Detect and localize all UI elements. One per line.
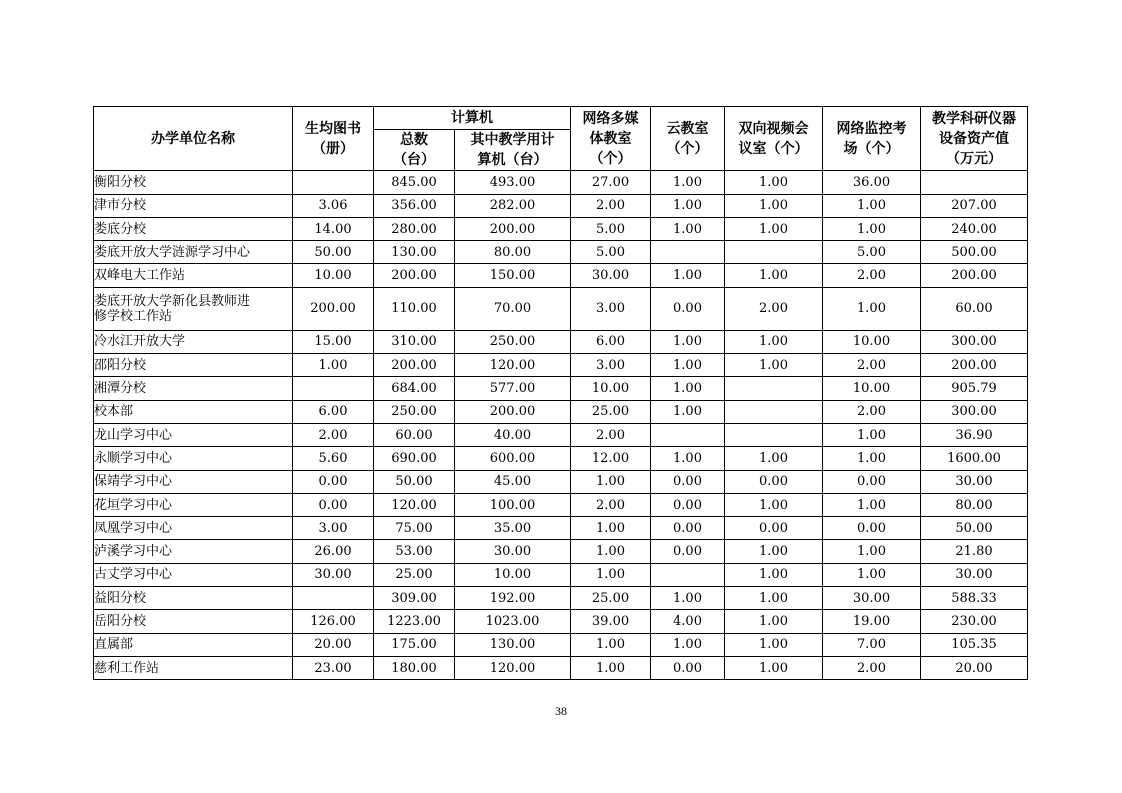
cell-teaching: 200.00 [455, 400, 571, 423]
cell-exam: 1.00 [823, 194, 921, 217]
cell-books: 20.00 [293, 633, 374, 656]
header-video: 双向视频会 议室（个） [725, 107, 823, 171]
header-name: 办学单位名称 [94, 107, 293, 171]
cell-exam: 5.00 [823, 241, 921, 264]
cell-exam: 10.00 [823, 377, 921, 400]
cell-name: 津市分校 [94, 194, 293, 217]
cell-name: 益阳分校 [94, 587, 293, 610]
cell-equipment: 240.00 [921, 217, 1028, 240]
cell-exam: 36.00 [823, 171, 921, 194]
header-exam: 网络监控考 场（个） [823, 107, 921, 171]
cell-multimedia: 1.00 [571, 656, 651, 679]
cell-equipment: 105.35 [921, 633, 1028, 656]
cell-exam: 7.00 [823, 633, 921, 656]
cell-books: 30.00 [293, 563, 374, 586]
cell-cloud [651, 423, 725, 446]
cell-equipment: 30.00 [921, 563, 1028, 586]
cell-total: 200.00 [374, 354, 455, 377]
cell-multimedia: 10.00 [571, 377, 651, 400]
cell-name: 岳阳分校 [94, 610, 293, 633]
header-computers-total: 总数 （台） [374, 130, 455, 171]
cell-total: 175.00 [374, 633, 455, 656]
cell-multimedia: 6.00 [571, 330, 651, 353]
cell-total: 50.00 [374, 470, 455, 493]
table-row [94, 264, 1028, 287]
cell-exam: 1.00 [823, 493, 921, 516]
cell-equipment: 50.00 [921, 517, 1028, 540]
cell-video [725, 241, 823, 264]
cell-cloud [651, 563, 725, 586]
cell-teaching: 10.00 [455, 563, 571, 586]
cell-cloud: 0.00 [651, 470, 725, 493]
cell-cloud: 1.00 [651, 171, 725, 194]
table-row [94, 540, 1028, 563]
cell-multimedia: 2.00 [571, 493, 651, 516]
cell-video: 1.00 [725, 587, 823, 610]
cell-video: 2.00 [725, 287, 823, 330]
header-computers: 计算机 [374, 107, 571, 130]
cell-equipment: 905.79 [921, 377, 1028, 400]
cell-exam: 1.00 [823, 563, 921, 586]
cell-books [293, 171, 374, 194]
cell-teaching: 80.00 [455, 241, 571, 264]
cell-name: 龙山学习中心 [94, 423, 293, 446]
cell-teaching: 120.00 [455, 656, 571, 679]
page-number: 38 [555, 704, 567, 718]
cell-cloud: 4.00 [651, 610, 725, 633]
cell-equipment: 20.00 [921, 656, 1028, 679]
cell-cloud [651, 241, 725, 264]
cell-name: 冷水江开放大学 [94, 330, 293, 353]
cell-equipment: 300.00 [921, 330, 1028, 353]
cell-multimedia: 30.00 [571, 264, 651, 287]
cell-video: 1.00 [725, 493, 823, 516]
table-row [94, 633, 1028, 656]
cell-cloud: 1.00 [651, 377, 725, 400]
cell-books [293, 377, 374, 400]
cell-cloud: 0.00 [651, 493, 725, 516]
cell-exam: 2.00 [823, 354, 921, 377]
cell-name: 直属部 [94, 633, 293, 656]
cell-equipment: 300.00 [921, 400, 1028, 423]
cell-books: 200.00 [293, 287, 374, 330]
cell-video [725, 400, 823, 423]
cell-equipment [921, 171, 1028, 194]
cell-cloud: 0.00 [651, 656, 725, 679]
cell-teaching: 1023.00 [455, 610, 571, 633]
cell-multimedia: 27.00 [571, 171, 651, 194]
cell-name: 永顺学习中心 [94, 447, 293, 470]
table-row [94, 354, 1028, 377]
cell-multimedia: 1.00 [571, 470, 651, 493]
cell-equipment: 60.00 [921, 287, 1028, 330]
table-row [94, 171, 1028, 194]
cell-exam: 19.00 [823, 610, 921, 633]
cell-video [725, 377, 823, 400]
cell-cloud: 0.00 [651, 517, 725, 540]
cell-exam: 2.00 [823, 264, 921, 287]
cell-teaching: 150.00 [455, 264, 571, 287]
table-row [94, 517, 1028, 540]
cell-name: 湘潭分校 [94, 377, 293, 400]
cell-video: 1.00 [725, 194, 823, 217]
cell-multimedia: 1.00 [571, 540, 651, 563]
cell-total: 75.00 [374, 517, 455, 540]
cell-name: 娄底开放大学新化县教师进 修学校工作站 [94, 287, 293, 330]
cell-teaching: 250.00 [455, 330, 571, 353]
cell-video: 1.00 [725, 264, 823, 287]
table-row [94, 656, 1028, 679]
cell-books: 3.06 [293, 194, 374, 217]
cell-teaching: 577.00 [455, 377, 571, 400]
cell-books: 2.00 [293, 423, 374, 446]
cell-teaching: 120.00 [455, 354, 571, 377]
cell-teaching: 200.00 [455, 217, 571, 240]
cell-total: 356.00 [374, 194, 455, 217]
cell-equipment: 36.90 [921, 423, 1028, 446]
cell-total: 110.00 [374, 287, 455, 330]
cell-exam: 1.00 [823, 540, 921, 563]
cell-cloud: 1.00 [651, 354, 725, 377]
cell-name: 保靖学习中心 [94, 470, 293, 493]
cell-equipment: 200.00 [921, 264, 1028, 287]
cell-cloud: 0.00 [651, 540, 725, 563]
cell-total: 684.00 [374, 377, 455, 400]
cell-multimedia: 12.00 [571, 447, 651, 470]
cell-exam: 2.00 [823, 656, 921, 679]
table-row [94, 194, 1028, 217]
cell-video: 0.00 [725, 470, 823, 493]
cell-exam: 1.00 [823, 447, 921, 470]
cell-books [293, 587, 374, 610]
cell-teaching: 30.00 [455, 540, 571, 563]
cell-exam: 0.00 [823, 470, 921, 493]
cell-exam: 1.00 [823, 217, 921, 240]
cell-total: 690.00 [374, 447, 455, 470]
cell-cloud: 1.00 [651, 400, 725, 423]
cell-name: 邵阳分校 [94, 354, 293, 377]
cell-total: 53.00 [374, 540, 455, 563]
cell-cloud: 1.00 [651, 447, 725, 470]
header-computers-teaching: 其中教学用计 算机（台） [455, 130, 571, 171]
cell-teaching: 45.00 [455, 470, 571, 493]
cell-teaching: 100.00 [455, 493, 571, 516]
cell-exam: 30.00 [823, 587, 921, 610]
cell-books: 126.00 [293, 610, 374, 633]
cell-name: 衡阳分校 [94, 171, 293, 194]
cell-total: 310.00 [374, 330, 455, 353]
cell-equipment: 80.00 [921, 493, 1028, 516]
cell-books: 0.00 [293, 470, 374, 493]
cell-multimedia: 5.00 [571, 217, 651, 240]
cell-books: 14.00 [293, 217, 374, 240]
cell-books: 3.00 [293, 517, 374, 540]
cell-equipment: 200.00 [921, 354, 1028, 377]
cell-teaching: 40.00 [455, 423, 571, 446]
cell-total: 130.00 [374, 241, 455, 264]
cell-total: 60.00 [374, 423, 455, 446]
cell-equipment: 207.00 [921, 194, 1028, 217]
cell-books: 15.00 [293, 330, 374, 353]
table-row [94, 423, 1028, 446]
cell-equipment: 30.00 [921, 470, 1028, 493]
cell-equipment: 588.33 [921, 587, 1028, 610]
cell-multimedia: 2.00 [571, 194, 651, 217]
cell-video: 1.00 [725, 610, 823, 633]
cell-name: 花垣学习中心 [94, 493, 293, 516]
cell-video: 1.00 [725, 563, 823, 586]
cell-cloud: 1.00 [651, 194, 725, 217]
cell-name: 娄底开放大学涟源学习中心 [94, 241, 293, 264]
cell-multimedia: 2.00 [571, 423, 651, 446]
table-row [94, 587, 1028, 610]
header-multimedia: 网络多媒 体教室 （个） [571, 107, 651, 171]
cell-exam: 0.00 [823, 517, 921, 540]
table-row [94, 493, 1028, 516]
cell-equipment: 500.00 [921, 241, 1028, 264]
cell-books: 26.00 [293, 540, 374, 563]
cell-exam: 10.00 [823, 330, 921, 353]
cell-cloud: 1.00 [651, 587, 725, 610]
table-row [94, 610, 1028, 633]
cell-total: 25.00 [374, 563, 455, 586]
cell-equipment: 1600.00 [921, 447, 1028, 470]
cell-total: 250.00 [374, 400, 455, 423]
cell-name: 古丈学习中心 [94, 563, 293, 586]
cell-total: 180.00 [374, 656, 455, 679]
cell-multimedia: 25.00 [571, 587, 651, 610]
cell-books: 0.00 [293, 493, 374, 516]
cell-total: 200.00 [374, 264, 455, 287]
cell-video: 1.00 [725, 656, 823, 679]
cell-teaching: 192.00 [455, 587, 571, 610]
header-books: 生均图书 （册） [293, 107, 374, 171]
cell-video: 0.00 [725, 517, 823, 540]
cell-equipment: 230.00 [921, 610, 1028, 633]
cell-books: 50.00 [293, 241, 374, 264]
table-row [94, 330, 1028, 353]
cell-name: 校本部 [94, 400, 293, 423]
cell-cloud: 1.00 [651, 264, 725, 287]
table-row [94, 470, 1028, 493]
cell-video: 1.00 [725, 171, 823, 194]
cell-video: 1.00 [725, 633, 823, 656]
table-row [94, 563, 1028, 586]
table-row [94, 400, 1028, 423]
cell-books: 10.00 [293, 264, 374, 287]
table-row [94, 241, 1028, 264]
cell-teaching: 70.00 [455, 287, 571, 330]
cell-multimedia: 39.00 [571, 610, 651, 633]
cell-video: 1.00 [725, 447, 823, 470]
cell-equipment: 21.80 [921, 540, 1028, 563]
cell-total: 120.00 [374, 493, 455, 516]
cell-video: 1.00 [725, 354, 823, 377]
cell-teaching: 35.00 [455, 517, 571, 540]
cell-name: 娄底分校 [94, 217, 293, 240]
resources-table [93, 106, 1028, 680]
cell-total: 845.00 [374, 171, 455, 194]
cell-video: 1.00 [725, 540, 823, 563]
cell-multimedia: 3.00 [571, 287, 651, 330]
cell-multimedia: 1.00 [571, 517, 651, 540]
cell-cloud: 0.00 [651, 287, 725, 330]
cell-multimedia: 1.00 [571, 633, 651, 656]
cell-books: 6.00 [293, 400, 374, 423]
cell-video: 1.00 [725, 217, 823, 240]
cell-cloud: 1.00 [651, 633, 725, 656]
table-body [94, 171, 1028, 680]
table-row [94, 377, 1028, 400]
cell-multimedia: 1.00 [571, 563, 651, 586]
cell-teaching: 282.00 [455, 194, 571, 217]
cell-teaching: 600.00 [455, 447, 571, 470]
cell-video: 1.00 [725, 330, 823, 353]
cell-teaching: 493.00 [455, 171, 571, 194]
table-row [94, 447, 1028, 470]
cell-total: 1223.00 [374, 610, 455, 633]
cell-books: 1.00 [293, 354, 374, 377]
cell-cloud: 1.00 [651, 217, 725, 240]
table-row [94, 287, 1028, 330]
cell-video [725, 423, 823, 446]
cell-total: 309.00 [374, 587, 455, 610]
cell-cloud: 1.00 [651, 330, 725, 353]
cell-total: 280.00 [374, 217, 455, 240]
cell-books: 5.60 [293, 447, 374, 470]
header-equipment: 教学科研仪器 设备资产值 （万元） [921, 107, 1028, 171]
cell-exam: 2.00 [823, 400, 921, 423]
cell-exam: 1.00 [823, 287, 921, 330]
cell-multimedia: 25.00 [571, 400, 651, 423]
cell-books: 23.00 [293, 656, 374, 679]
cell-name: 慈利工作站 [94, 656, 293, 679]
cell-multimedia: 5.00 [571, 241, 651, 264]
cell-name: 泸溪学习中心 [94, 540, 293, 563]
cell-name: 双峰电大工作站 [94, 264, 293, 287]
cell-exam: 1.00 [823, 423, 921, 446]
table-row [94, 217, 1028, 240]
cell-teaching: 130.00 [455, 633, 571, 656]
cell-name: 凤凰学习中心 [94, 517, 293, 540]
header-cloud: 云教室 （个） [651, 107, 725, 171]
cell-multimedia: 3.00 [571, 354, 651, 377]
